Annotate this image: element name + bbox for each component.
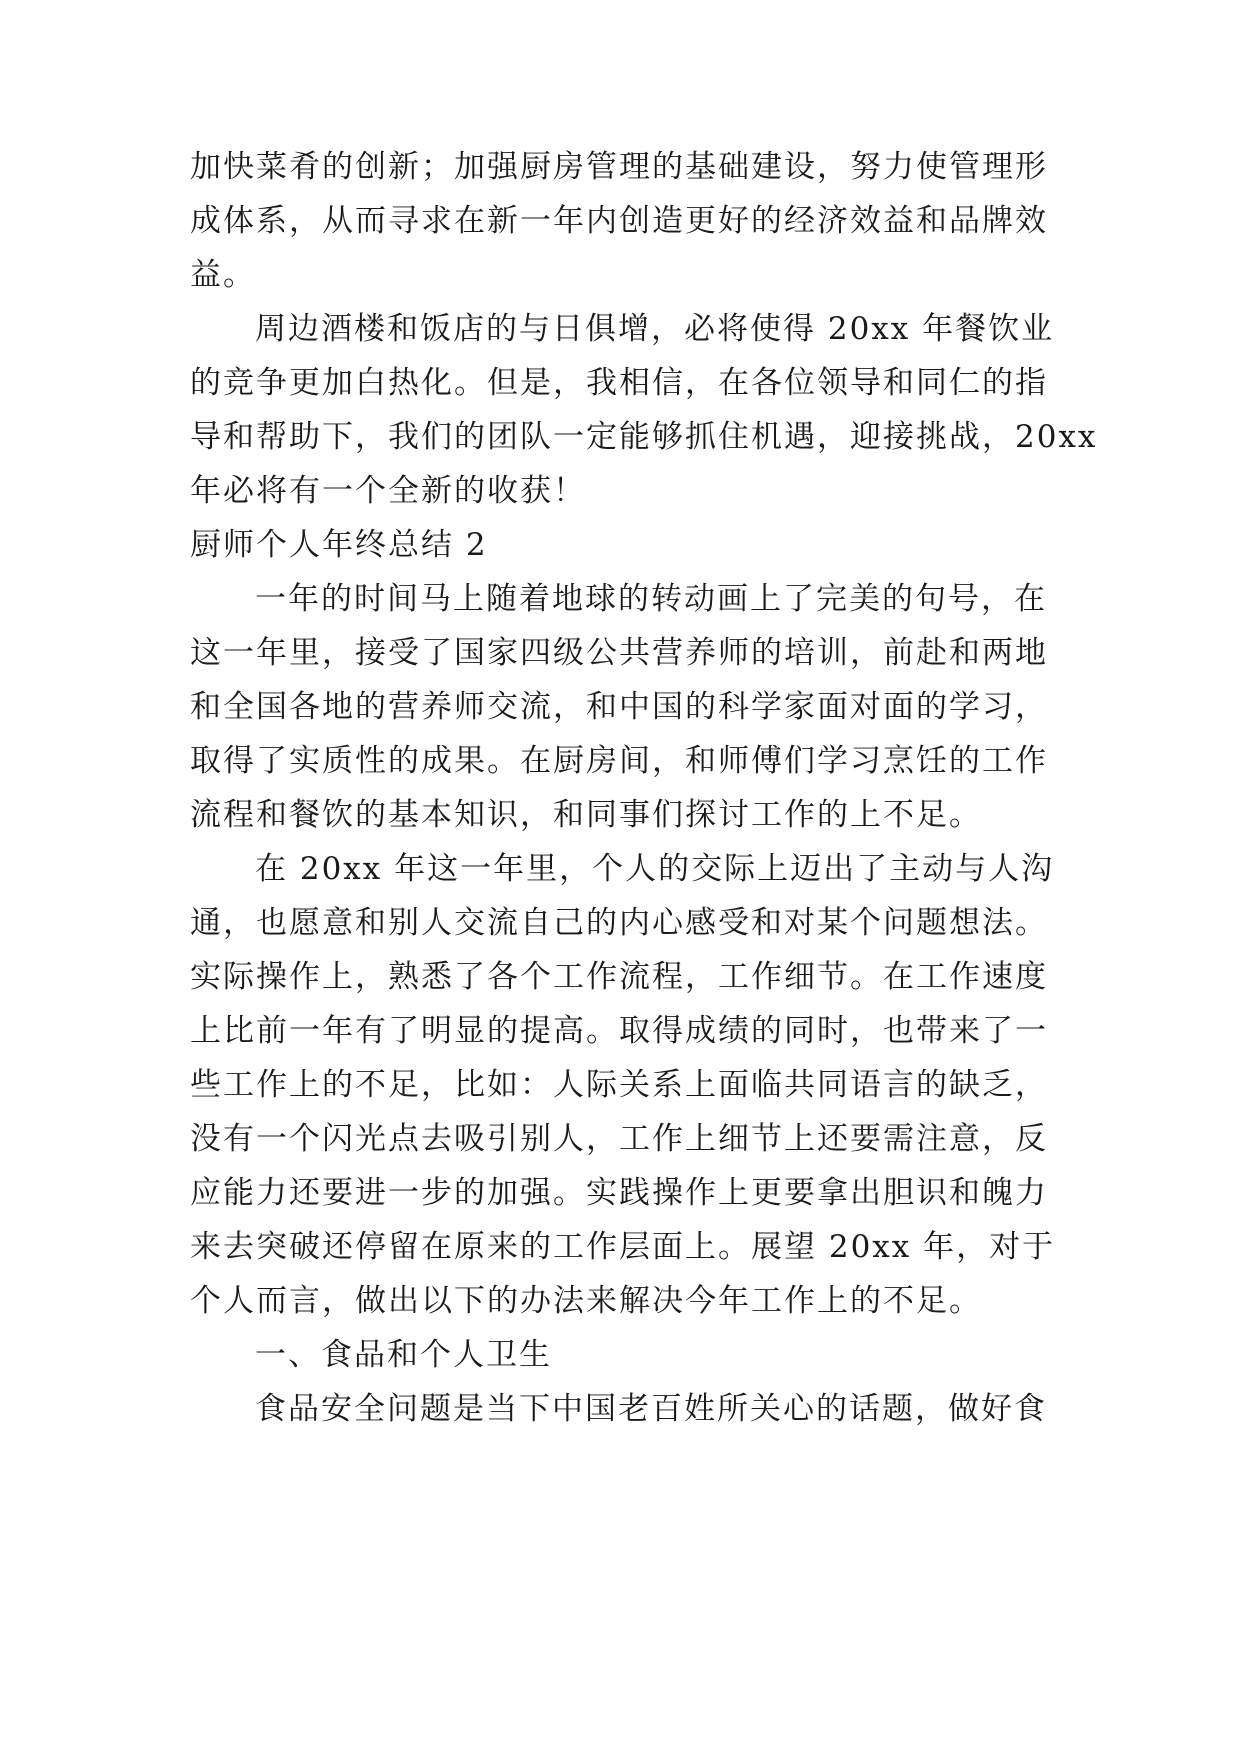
text-line: 导和帮助下，我们的团队一定能够抓住机遇，迎接挑战，20xx	[190, 419, 1098, 455]
text-line: 加快菜肴的创新；加强厨房管理的基础建设，努力使管理形	[190, 149, 1048, 185]
text-line: 这一年里，接受了国家四级公共营养师的培训，前赴和两地	[190, 635, 1048, 671]
text-line: 食品安全问题是当下中国老百姓所关心的话题，做好食	[255, 1391, 1047, 1427]
text-line: 益。	[190, 257, 256, 293]
text-line: 上比前一年有了明显的提高。取得成绩的同时，也带来了一	[190, 1013, 1048, 1049]
text-line: 成体系，从而寻求在新一年内创造更好的经济效益和品牌效	[190, 203, 1048, 239]
text-line: 和全国各地的营养师交流，和中国的科学家面对面的学习，	[190, 689, 1048, 725]
text-line: 取得了实质性的成果。在厨房间，和师傅们学习烹饪的工作	[190, 743, 1048, 779]
text-line: 应能力还要进一步的加强。实践操作上更要拿出胆识和魄力	[190, 1175, 1048, 1211]
text-line: 来去突破还停留在原来的工作层面上。展望 20xx 年，对于	[190, 1229, 1056, 1265]
text-line: 在 20xx 年这一年里，个人的交际上迈出了主动与人沟	[255, 851, 1055, 887]
subsection-heading: 一、食品和个人卫生	[255, 1337, 552, 1373]
section-heading: 厨师个人年终总结 2	[190, 527, 488, 563]
text-line: 周边酒楼和饭店的与日俱增，必将使得 20xx 年餐饮业	[255, 311, 1055, 347]
text-line: 实际操作上，熟悉了各个工作流程，工作细节。在工作速度	[190, 959, 1048, 995]
text-line: 年必将有一个全新的收获！	[190, 473, 586, 509]
text-line: 个人而言，做出以下的办法来解决今年工作上的不足。	[190, 1283, 982, 1319]
text-line: 的竞争更加白热化。但是，我相信，在各位领导和同仁的指	[190, 365, 1048, 401]
text-line: 没有一个闪光点去吸引别人，工作上细节上还要需注意，反	[190, 1121, 1048, 1157]
text-line: 些工作上的不足，比如：人际关系上面临共同语言的缺乏，	[190, 1067, 1048, 1103]
text-line: 流程和餐饮的基本知识，和同事们探讨工作的上不足。	[190, 797, 982, 833]
text-line: 一年的时间马上随着地球的转动画上了完美的句号，在	[255, 581, 1047, 617]
text-line: 通，也愿意和别人交流自己的内心感受和对某个问题想法。	[190, 905, 1048, 941]
